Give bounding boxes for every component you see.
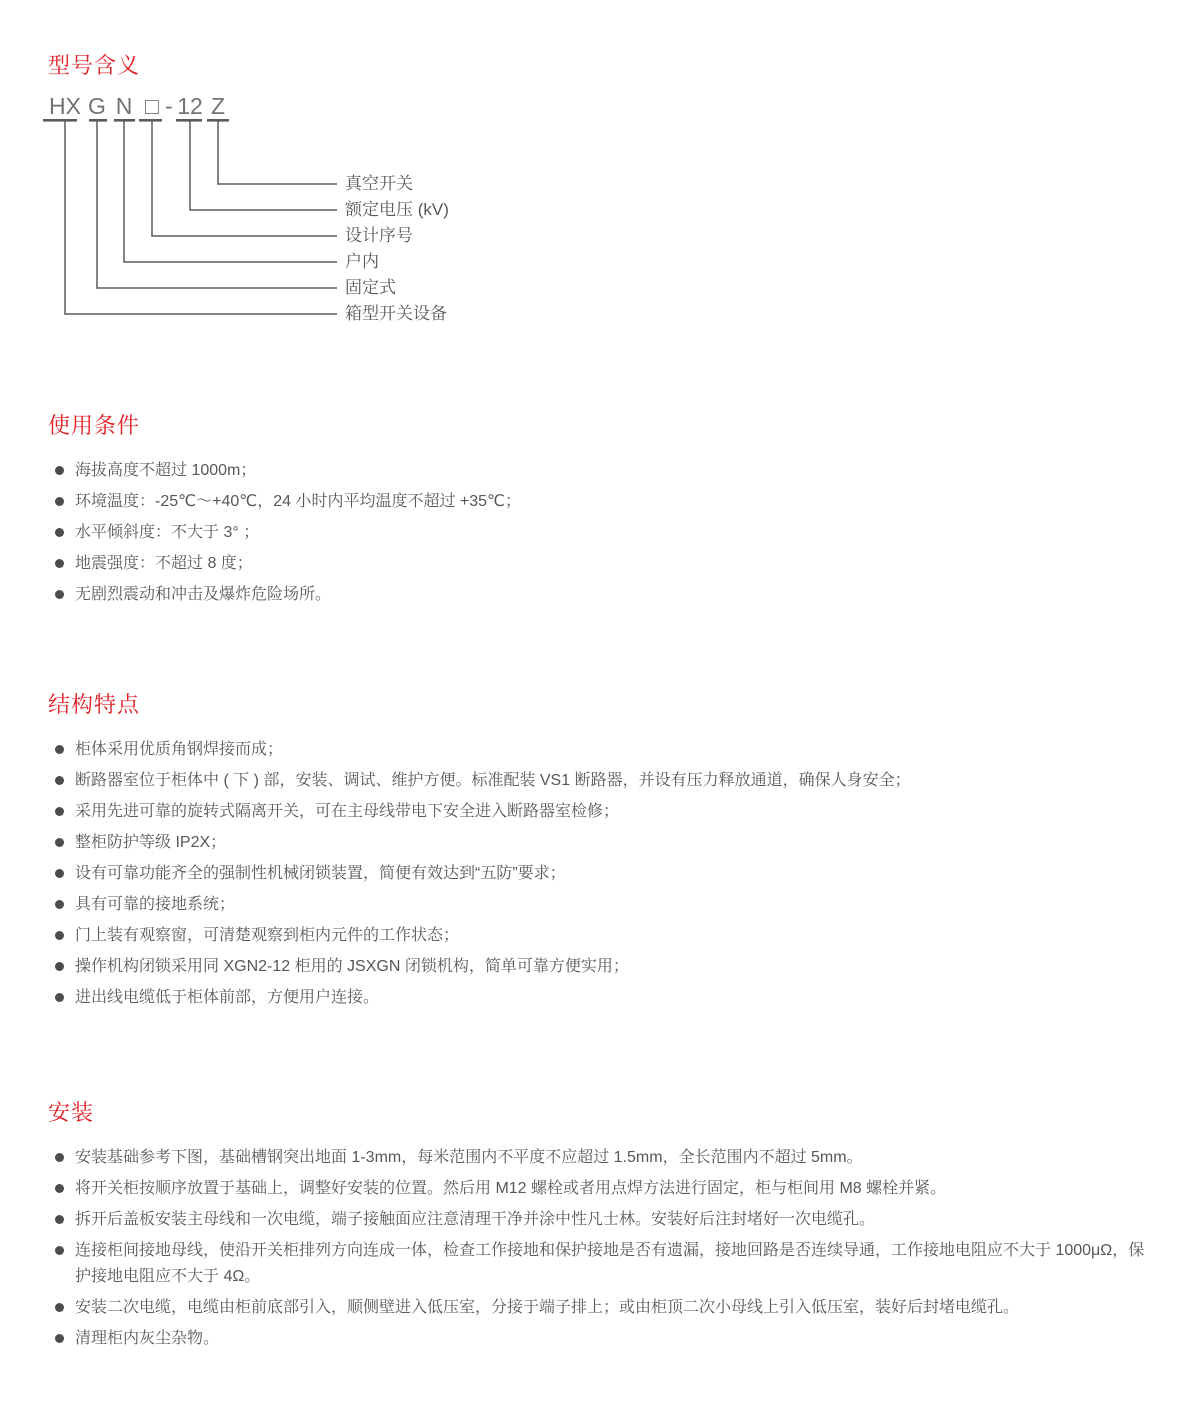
list-item	[55, 861, 1155, 887]
list-item	[55, 520, 1155, 546]
model-code-label: 额定电压 (kV)	[345, 200, 449, 219]
bullet-dot-icon	[55, 993, 64, 1002]
list-item	[55, 458, 1155, 484]
model-code-label: 箱型开关设备	[345, 304, 447, 323]
bullet-dot-icon	[55, 900, 64, 909]
model-code-part: G	[88, 93, 106, 119]
list-item	[55, 1238, 1155, 1290]
model-code-separator: -	[165, 93, 173, 119]
list-item-text: 环境温度：-25℃～+40℃，24 小时内平均温度不超过 +35℃；	[75, 493, 522, 510]
list-item	[55, 1176, 1155, 1202]
list-item-text: 拆开后盖板安装主母线和一次电缆，端子接触面应注意清理干净并涂中性凡士林。安装好后注封堵好一次电缆孔。	[75, 1211, 876, 1228]
bullet-dot-icon	[55, 497, 64, 506]
section-installation	[0, 1099, 1200, 1357]
list-item-text: 断路器室位于柜体中 ( 下 ) 部，安装、调试、维护方便。标准配装 VS1 断路器，并设有压力释放通道，确保人身安全；	[75, 772, 911, 789]
list-item	[55, 768, 1155, 794]
model-code-label: 设计序号	[345, 226, 413, 245]
model-code-part: □	[145, 93, 159, 119]
list-item-text: 具有可靠的接地系统；	[75, 896, 236, 913]
list-item	[55, 737, 1155, 763]
model-code-label: 真空开关	[345, 174, 413, 193]
list-item	[55, 1145, 1155, 1171]
list-item-text: 清理柜内灰尘杂物。	[75, 1330, 220, 1347]
usage-conditions-list	[55, 458, 1200, 608]
list-item-text: 操作机构闭锁采用同 XGN2-12 柜用的 JSXGN 闭锁机构，简单可靠方便实用；	[75, 958, 629, 975]
bullet-dot-icon	[55, 838, 64, 847]
list-item	[55, 1207, 1155, 1233]
bullet-dot-icon	[55, 931, 64, 940]
bullet-dot-icon	[55, 869, 64, 878]
list-item-text: 门上装有观察窗，可清楚观察到柜内元件的工作状态；	[75, 927, 460, 944]
bullet-dot-icon	[55, 1153, 64, 1162]
list-item-text: 连接柜间接地母线，使沿开关柜排列方向连成一体，检查工作接地和保护接地是否有遗漏，接地回路是否连续导通，工作接地电阻应不大于 1000μΩ，保护接地电阻应不大于 4Ω。	[75, 1242, 1145, 1285]
section-title-structure-features: 结构特点	[48, 692, 141, 717]
section-title-installation: 安装	[48, 1100, 95, 1125]
bullet-dot-icon	[55, 559, 64, 568]
list-item	[55, 551, 1155, 577]
list-item	[55, 985, 1155, 1011]
bullet-dot-icon	[55, 962, 64, 971]
list-item	[55, 799, 1155, 825]
list-item	[55, 1295, 1155, 1321]
bullet-dot-icon	[55, 776, 64, 785]
model-code-part: 12	[177, 93, 203, 119]
bullet-dot-icon	[55, 1334, 64, 1343]
list-item-text: 无剧烈震动和冲击及爆炸危险场所。	[75, 586, 332, 603]
list-item-text: 设有可靠功能齐全的强制性机械闭锁装置，简便有效达到“五防”要求；	[75, 865, 566, 882]
list-item	[55, 954, 1155, 980]
model-code-part: Z	[210, 93, 226, 119]
bullet-dot-icon	[55, 1246, 64, 1255]
bullet-dot-icon	[55, 1184, 64, 1193]
bullet-dot-icon	[55, 1303, 64, 1312]
bullet-dot-icon	[55, 1215, 64, 1224]
model-code-part: N	[115, 93, 133, 119]
list-item	[55, 892, 1155, 918]
list-item-text: 整柜防护等级 IP2X；	[75, 834, 227, 851]
list-item-text: 安装基础参考下图，基础槽钢突出地面 1-3mm，每米范围内不平度不应超过 1.5mm，全长范围内不超过 5mm。	[75, 1149, 863, 1166]
bullet-dot-icon	[55, 745, 64, 754]
section-title-model-meaning: 型号含义	[48, 53, 141, 78]
list-item-text: 水平倾斜度：不大于 3° ；	[75, 524, 260, 541]
section-usage-conditions	[0, 412, 1200, 613]
list-item-text: 海拔高度不超过 1000m；	[75, 462, 257, 479]
section-title-usage-conditions: 使用条件	[48, 413, 141, 438]
structure-features-list	[55, 737, 1200, 1011]
list-item	[55, 923, 1155, 949]
model-code-part: HX	[49, 93, 81, 119]
section-model-meaning	[0, 52, 1200, 352]
model-code-label: 户内	[345, 252, 379, 271]
list-item	[55, 1326, 1155, 1352]
model-code-diagram	[0, 94, 760, 339]
list-item	[55, 582, 1155, 608]
list-item-text: 地震强度：不超过 8 度；	[75, 555, 253, 572]
list-item-text: 进出线电缆低于柜体前部，方便用户连接。	[75, 989, 380, 1006]
bullet-dot-icon	[55, 528, 64, 537]
list-item	[55, 830, 1155, 856]
section-structure-features	[0, 691, 1200, 1016]
list-item-text: 安装二次电缆，电缆由柜前底部引入，顺侧壁进入低压室，分接于端子排上；或由柜顶二次小母线上引入低压室，装好后封堵电缆孔。	[75, 1299, 1020, 1316]
bullet-dot-icon	[55, 466, 64, 475]
bullet-dot-icon	[55, 590, 64, 599]
list-item-text: 将开关柜按顺序放置于基础上，调整好安装的位置。然后用 M12 螺栓或者用点焊方法进行固定，柜与柜间用 M8 螺栓并紧。	[75, 1180, 947, 1197]
list-item	[55, 489, 1155, 515]
installation-list	[55, 1145, 1200, 1352]
list-item-text: 柜体采用优质角钢焊接而成；	[75, 741, 284, 758]
model-code-label: 固定式	[345, 278, 396, 297]
list-item-text: 采用先进可靠的旋转式隔离开关，可在主母线带电下安全进入断路器室检修；	[75, 803, 620, 820]
bullet-dot-icon	[55, 807, 64, 816]
